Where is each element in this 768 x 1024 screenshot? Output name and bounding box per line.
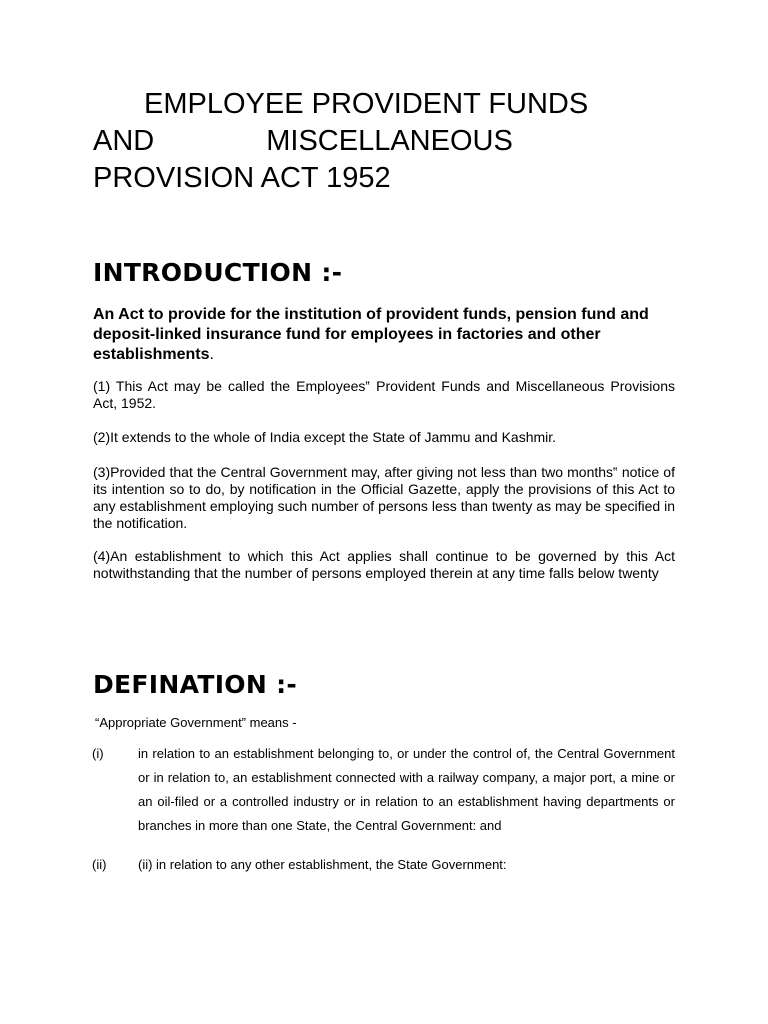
- intro-paragraph-3: (3)Provided that the Central Government may, after giving not less than two months‟ notice of its intention so to do, by notification in the Official Gazette, apply the provisions of this Act to any establishment employing such number of persons less than twenty as may be specified in the notification.: [93, 464, 675, 531]
- definition-item-number: (ii): [92, 857, 107, 872]
- definition-item-text: (ii) in relation to any other establishment, the State Government:: [138, 857, 507, 872]
- intro-paragraph-2: (2)It extends to the whole of India except the State of Jammu and Kashmir.: [93, 429, 557, 445]
- definition-heading: DEFINATION :-: [93, 670, 298, 699]
- introduction-lead: [93, 305, 678, 365]
- title-line-2: [93, 123, 693, 160]
- intro-paragraph-1: (1) This Act may be called the Employees‟ Provident Funds and Miscellaneous Provisions Act, 1952.: [93, 378, 675, 411]
- intro-paragraph-4: (4)An establishment to which this Act applies shall continue to be governed by this Act notwithstanding that the number of persons employed therein at any time falls below twenty: [93, 548, 675, 581]
- title-line-1: EMPLOYEE PROVIDENT FUNDS: [144, 88, 589, 120]
- definition-item-text: in relation to an establishment belonging to, or under the control of, the Central Government or in relation to, an establishment connected with a railway company, a major port, a mine or an oil-filed or a controlled industry or in relation to an establishment having departments or branches in more than one State, the Central Government: and: [138, 746, 675, 833]
- introduction-lead-period: .: [209, 346, 214, 363]
- document-title: [93, 86, 693, 197]
- title-line-3: PROVISION ACT 1952: [93, 162, 391, 194]
- title-line-2-misc: MISCELLANEOUS: [266, 125, 513, 157]
- introduction-heading: INTRODUCTION :-: [93, 258, 343, 287]
- definition-item-number: (i): [92, 746, 104, 761]
- definition-term: “Appropriate Government” means -: [95, 715, 297, 730]
- introduction-lead-text: An Act to provide for the institution of provident funds, pension fund and deposit-linked insurance fund for employees in factories and other establishments: [93, 306, 649, 363]
- title-line-2-and: AND: [93, 125, 155, 157]
